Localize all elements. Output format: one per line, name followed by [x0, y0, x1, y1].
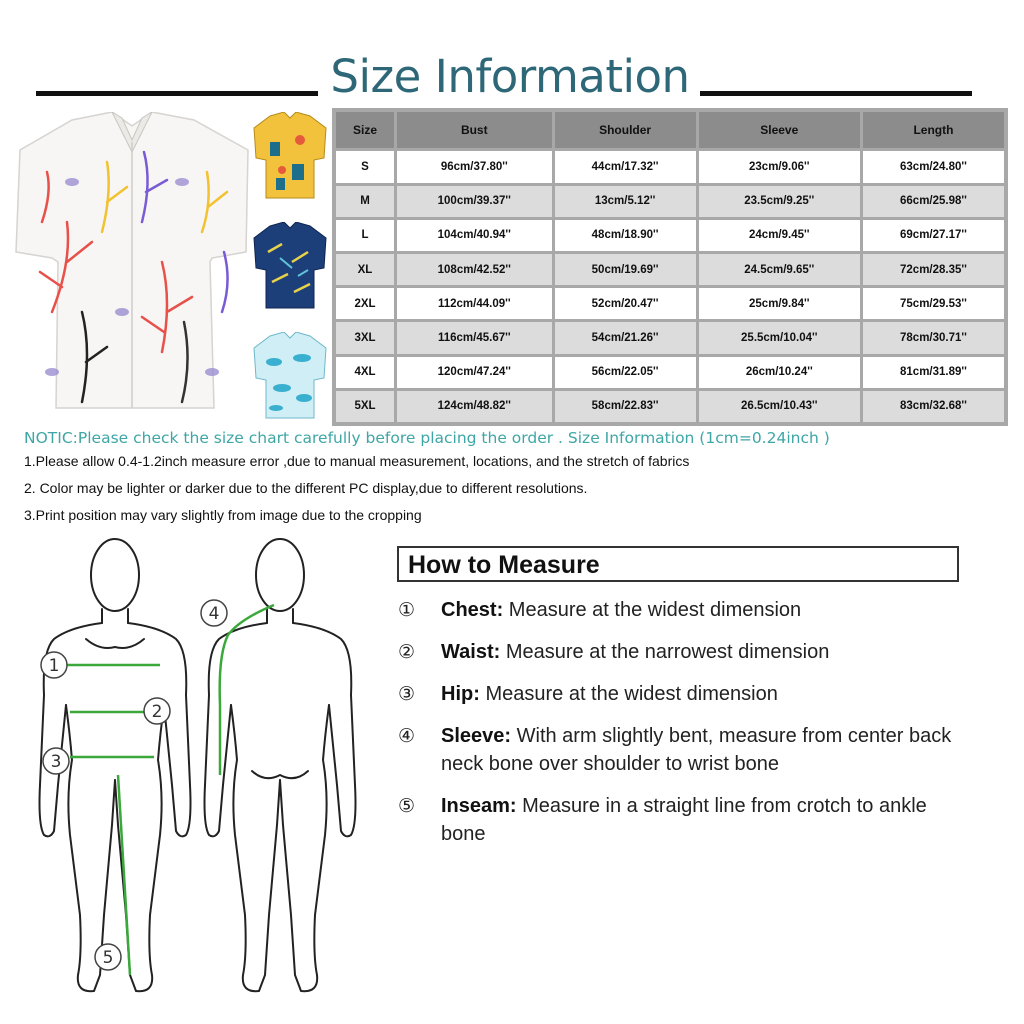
- table-cell: 116cm/45.67'': [397, 322, 552, 353]
- size-table: [332, 108, 1008, 426]
- table-cell: 5XL: [336, 391, 394, 422]
- column-header: Size: [336, 112, 394, 148]
- column-header: Shoulder: [555, 112, 696, 148]
- title-rule-left: [36, 91, 318, 96]
- table-cell: 52cm/20.47'': [555, 288, 696, 319]
- how-to-measure-header: [397, 546, 959, 582]
- table-cell: 24.5cm/9.65'': [699, 254, 860, 285]
- aqua-shirt-thumbnail: [252, 332, 328, 420]
- page-title: Size Information: [330, 50, 690, 103]
- measure-term: Sleeve:: [441, 725, 512, 747]
- table-row: [336, 322, 1004, 353]
- table-cell: 56cm/22.05'': [555, 357, 696, 388]
- table-cell: 75cm/29.53'': [863, 288, 1004, 319]
- measure-term: Chest:: [441, 599, 504, 621]
- marker-chest: 1: [48, 656, 60, 676]
- white-coral-shirt-image: [12, 112, 252, 412]
- table-cell: 48cm/18.90'': [555, 220, 696, 251]
- table-row: [336, 288, 1004, 319]
- table-row: [336, 151, 1004, 182]
- table-row: [336, 391, 1004, 422]
- note-color-difference: 2. Color may be lighter or darker due to the different PC display,due to different resolutions.: [24, 480, 588, 496]
- table-cell: 26cm/10.24'': [699, 357, 860, 388]
- table-cell: 44cm/17.32'': [555, 151, 696, 182]
- number-2-icon: ②: [398, 641, 416, 663]
- table-cell: 96cm/37.80'': [397, 151, 552, 182]
- measure-text: Measure at the widest dimension: [479, 683, 778, 705]
- back-body-figure: [190, 535, 370, 1015]
- note-measure-error: 1.Please allow 0.4-1.2inch measure error ,due to manual measurement, locations, and the stretch of fabrics: [24, 453, 690, 469]
- table-cell: 112cm/44.09'': [397, 288, 552, 319]
- how-to-measure-title: How to Measure: [408, 551, 600, 579]
- column-header: Length: [863, 112, 1004, 148]
- measure-text: Measure in a straight line from crotch to ankle bone: [441, 795, 927, 845]
- table-cell: 23.5cm/9.25'': [699, 186, 860, 217]
- navy-shirt-thumbnail: [252, 222, 328, 310]
- table-cell: 100cm/39.37'': [397, 186, 552, 217]
- table-cell: M: [336, 186, 394, 217]
- table-cell: L: [336, 220, 394, 251]
- table-cell: 4XL: [336, 357, 394, 388]
- table-cell: 66cm/25.98'': [863, 186, 1004, 217]
- table-cell: 54cm/21.26'': [555, 322, 696, 353]
- table-cell: 81cm/31.89'': [863, 357, 1004, 388]
- table-cell: 83cm/32.68'': [863, 391, 1004, 422]
- table-cell: 72cm/28.35'': [863, 254, 1004, 285]
- table-cell: 108cm/42.52'': [397, 254, 552, 285]
- number-4-icon: ④: [398, 725, 416, 747]
- table-cell: S: [336, 151, 394, 182]
- front-body-figure: [20, 535, 210, 1015]
- table-row: [336, 220, 1004, 251]
- table-cell: 78cm/30.71'': [863, 322, 1004, 353]
- note-print-position: 3.Print position may vary slightly from image due to the cropping: [24, 507, 422, 523]
- measure-term: Hip:: [441, 683, 480, 705]
- table-header-row: [336, 112, 1004, 148]
- table-row: [336, 186, 1004, 217]
- table-row: [336, 357, 1004, 388]
- size-notice: NOTIC:Please check the size chart carefully before placing the order . Size Information (1cm=0.24inch ): [24, 429, 830, 447]
- table-cell: 2XL: [336, 288, 394, 319]
- table-cell: 50cm/19.69'': [555, 254, 696, 285]
- marker-waist: 2: [151, 702, 163, 722]
- number-1-icon: ①: [398, 599, 416, 621]
- measure-text: With arm slightly bent, measure from center back neck bone over shoulder to wrist bone: [441, 725, 952, 775]
- table-cell: 63cm/24.80'': [863, 151, 1004, 182]
- table-cell: 25.5cm/10.04'': [699, 322, 860, 353]
- measure-text: Measure at the widest dimension: [503, 599, 802, 621]
- measure-text: Measure at the narrowest dimension: [500, 641, 830, 663]
- table-cell: 69cm/27.17'': [863, 220, 1004, 251]
- table-cell: 120cm/47.24'': [397, 357, 552, 388]
- column-header: Bust: [397, 112, 552, 148]
- marker-sleeve: 4: [208, 604, 220, 624]
- number-5-icon: ⑤: [398, 795, 416, 817]
- measure-term: Inseam:: [441, 795, 517, 817]
- table-cell: 124cm/48.82'': [397, 391, 552, 422]
- measure-term: Waist:: [441, 641, 501, 663]
- table-cell: 23cm/9.06'': [699, 151, 860, 182]
- marker-hip: 3: [50, 752, 62, 772]
- table-cell: 104cm/40.94'': [397, 220, 552, 251]
- yellow-shirt-thumbnail: [252, 112, 328, 200]
- table-cell: 25cm/9.84'': [699, 288, 860, 319]
- table-cell: 3XL: [336, 322, 394, 353]
- table-row: [336, 254, 1004, 285]
- table-cell: 24cm/9.45'': [699, 220, 860, 251]
- table-cell: 26.5cm/10.43'': [699, 391, 860, 422]
- column-header: Sleeve: [699, 112, 860, 148]
- marker-inseam: 5: [102, 948, 114, 968]
- table-cell: 58cm/22.83'': [555, 391, 696, 422]
- number-3-icon: ③: [398, 683, 416, 705]
- title-rule-right: [700, 91, 972, 96]
- table-cell: 13cm/5.12'': [555, 186, 696, 217]
- table-cell: XL: [336, 254, 394, 285]
